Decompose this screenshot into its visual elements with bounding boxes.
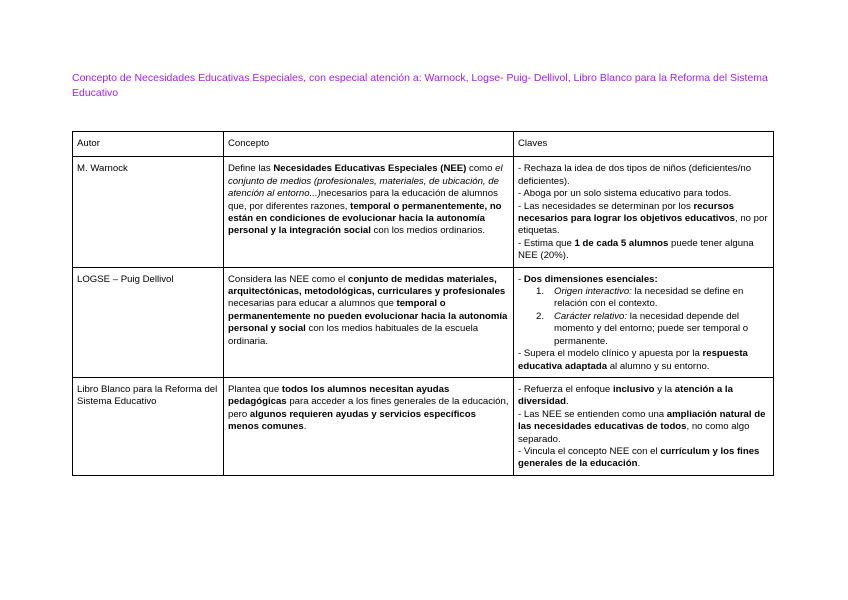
text-run: , no por etiquetas. xyxy=(518,213,768,237)
italic-text: el conjunto de medios (profesionales, materiales, de ubicación, de atención al entorno...) xyxy=(228,163,503,200)
text-run: . xyxy=(566,396,569,408)
header-concepto: Concepto xyxy=(224,132,514,157)
text-run: la necesidad depende del momento y del entorno; puede ser temporal o permanente. xyxy=(554,310,749,347)
claves-intro xyxy=(518,274,769,286)
clave-item xyxy=(518,201,769,238)
text-run: necesarias para educar a alumnos que xyxy=(228,298,397,310)
text-run: , no como algo separado. xyxy=(518,421,750,445)
text-run: para acceder a los fines generales de la educación, pero xyxy=(228,396,509,420)
text-run: con los medios ordinarios. xyxy=(370,225,486,237)
bold-text: 1 de cada 5 alumnos xyxy=(574,237,669,249)
claves-numbered-list xyxy=(518,286,769,348)
claves-list xyxy=(518,348,769,373)
claves-cell xyxy=(514,157,774,267)
bold-text: conjunto de medidas materiales, arquitectónicas, metodológicas, curriculares y profesionales xyxy=(228,273,506,298)
italic-text: Carácter relativo: xyxy=(554,310,628,322)
item-number: 2. xyxy=(536,310,545,322)
text-run: Plantea que xyxy=(228,383,282,395)
table-row-warnock xyxy=(73,157,774,267)
bold-text: Dos dimensiones esenciales: xyxy=(523,273,658,285)
text-run: - Refuerza el enfoque xyxy=(518,383,613,395)
text-run: puede tener alguna NEE (20%). xyxy=(518,237,754,262)
header-claves: Claves xyxy=(514,132,774,157)
table-row-libro-blanco xyxy=(73,377,774,475)
text-run: Define las xyxy=(228,163,274,175)
concepto-cell xyxy=(224,267,514,377)
clave-item xyxy=(518,188,769,200)
text-run: . xyxy=(637,458,641,470)
clave-item xyxy=(518,348,769,373)
clave-item xyxy=(518,384,769,409)
text-run: - Estima que xyxy=(518,237,575,249)
text-run: Considera las NEE como el xyxy=(228,273,348,285)
claves-cell xyxy=(514,267,774,377)
numbered-item xyxy=(518,286,769,311)
text-run: - xyxy=(518,273,524,285)
bold-text: recursos necesarios para lograr los objetivos educativos xyxy=(518,200,736,225)
clave-item xyxy=(518,446,769,471)
italic-text: Origen interactivo: xyxy=(554,286,632,298)
claves-list xyxy=(518,384,769,471)
item-number: 1. xyxy=(536,286,545,298)
text-run: necesarios para la educación de alumnos que, por diferentes razones, xyxy=(228,188,498,212)
text-run: . xyxy=(303,421,307,433)
clave-item xyxy=(518,163,769,188)
text-run: y la xyxy=(654,383,675,395)
clave-item xyxy=(518,409,769,446)
autor-cell: Libro Blanco para la Reforma del Sistema Educativo xyxy=(73,377,224,475)
text-run: al alumno y su entorno. xyxy=(607,360,710,372)
bold-text: atención a la diversidad xyxy=(518,383,733,408)
bold-text: respuesta educativa adaptada xyxy=(518,348,748,372)
bold-text: inclusivo xyxy=(612,383,655,395)
header-autor: Autor xyxy=(73,132,224,157)
text-run: - Aboga por un solo sistema educativo para todos. xyxy=(518,188,732,200)
concepto-cell xyxy=(224,377,514,475)
page-title: Concepto de Necesidades Educativas Especiales, con especial atención a: Warnock, Logse- Puig- Dellivol, Libro Blanco para la Reforma del Sistema Educativo xyxy=(72,72,768,99)
claves-cell xyxy=(514,377,774,475)
table-row-logse xyxy=(73,267,774,377)
text-run: - Las NEE se entienden como una xyxy=(518,408,667,420)
bold-text: currículum y los fines generales de la educación xyxy=(518,445,760,470)
table-header-row xyxy=(73,132,774,157)
text-run: como xyxy=(466,163,496,175)
clave-item xyxy=(518,238,769,263)
text-run: - Las necesidades se determinan por los xyxy=(518,200,694,212)
text-run: la necesidad se define en relación con el contexto. xyxy=(554,286,744,310)
numbered-item xyxy=(518,311,769,348)
autor-cell: LOGSE – Puig Dellivol xyxy=(73,267,224,377)
bold-text: todos los alumnos necesitan ayudas pedagógicas xyxy=(228,383,450,408)
autor-cell: M. Warnock xyxy=(73,157,224,267)
text-run: - Rechaza la idea de dos tipos de niños (deficientes/no deficientes). xyxy=(518,163,752,187)
bold-text: Necesidades Educativas Especiales (NEE) xyxy=(273,163,467,175)
bold-text: temporal o permanentemente no pueden evolucionar hacia la autonomía personal y social xyxy=(228,298,508,335)
claves-list xyxy=(518,163,769,262)
text-run: - Vincula el concepto NEE con el xyxy=(518,445,661,457)
bold-text: ampliación natural de las necesidades educativas de todos xyxy=(518,408,766,433)
bold-text: temporal o permanentemente, no están en condiciones de evolucionar hacia la autonomía personal y la integración social xyxy=(228,200,502,237)
concepto-cell xyxy=(224,157,514,267)
bold-text: algunos requieren ayudas y servicios específicos menos comunes xyxy=(228,408,476,433)
text-run: - Supera el modelo clínico y apuesta por la xyxy=(518,348,703,360)
text-run: con los medios habituales de la escuela ordinaria. xyxy=(228,323,479,347)
nee-table xyxy=(72,131,774,476)
